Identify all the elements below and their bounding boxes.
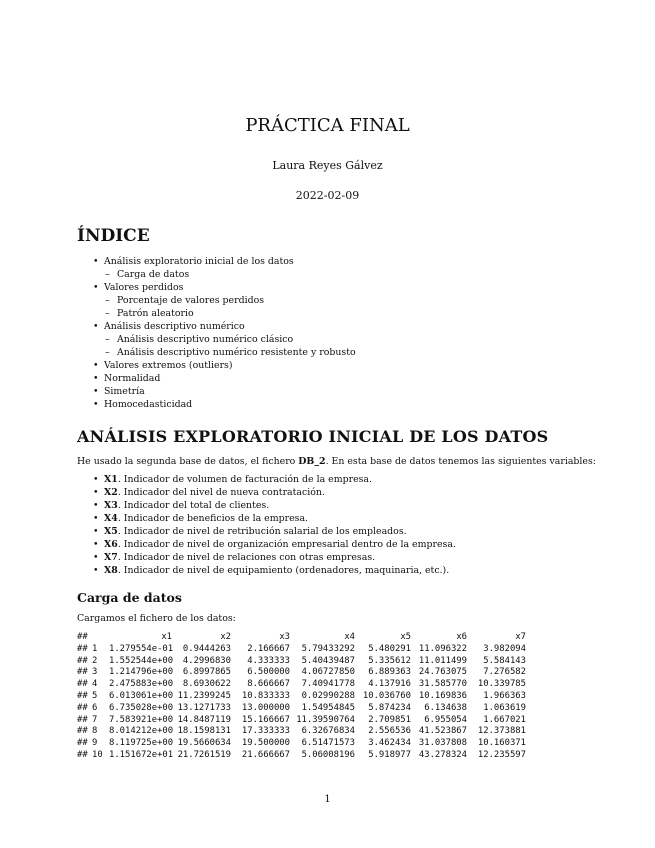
output-row-index: 1 <box>92 643 98 654</box>
variable-item <box>104 525 456 538</box>
output-cell: 0.9444263 <box>182 643 231 654</box>
output-cell: 3.462434 <box>368 738 411 749</box>
toc-item: • Simetría <box>104 385 356 398</box>
output-header-row <box>77 632 526 644</box>
output-cell: 11.096322 <box>418 643 467 654</box>
output-row-index: 9 <box>92 738 98 749</box>
output-cell: 5.79433292 <box>301 643 355 654</box>
output-cell: 4.137916 <box>368 679 411 690</box>
output-cell: 8.119725e+00 <box>109 738 174 749</box>
output-cell: 10.833333 <box>241 690 290 701</box>
variable-description: . Indicador de nivel de organización empresarial dentro de la empresa. <box>117 539 456 550</box>
output-cell: 6.013061e+00 <box>109 690 174 701</box>
toc-item: • Análisis exploratorio inicial de los datos <box>104 255 356 268</box>
output-cell: 5.480291 <box>368 643 411 654</box>
variable-description: . Indicador de nivel de equipamiento (ordenadores, maquinaria, etc.). <box>117 565 450 576</box>
output-row <box>77 726 526 738</box>
exploratory-intro <box>77 456 596 467</box>
toc-item: • Normalidad <box>104 372 356 385</box>
output-cell: 19.500000 <box>241 738 290 749</box>
output-cell: 0.02990288 <box>301 690 355 701</box>
output-prefix: ## <box>77 632 88 642</box>
variable-item <box>104 564 456 577</box>
toc-item: • Análisis descriptivo numérico <box>104 320 356 333</box>
output-row <box>77 667 526 679</box>
output-column-header: x5 <box>400 632 411 642</box>
output-cell: 5.40439487 <box>301 655 355 666</box>
output-row <box>77 656 526 668</box>
output-row-index: 2 <box>92 655 98 666</box>
output-cell: 17.333333 <box>241 726 290 737</box>
variable-code: X5 <box>104 526 118 537</box>
variable-item <box>104 473 456 486</box>
output-cell: 2.556536 <box>368 726 411 737</box>
output-cell: 41.523867 <box>418 726 467 737</box>
intro-text-after: . En esta base de datos tenemos las siguientes variables: <box>325 456 596 467</box>
output-prefix: ## <box>77 714 88 725</box>
output-cell: 31.037808 <box>418 738 467 749</box>
toc-item: • Valores perdidos <box>104 281 356 294</box>
output-cell: 6.134638 <box>424 702 467 713</box>
output-cell: 7.276582 <box>483 667 526 678</box>
variable-code: X4 <box>104 513 118 524</box>
toc-item: • Homocedasticidad <box>104 398 356 411</box>
output-prefix: ## <box>77 749 88 760</box>
output-cell: 2.709851 <box>368 714 411 725</box>
output-cell: 19.5660634 <box>177 738 231 749</box>
output-cell: 4.333333 <box>247 655 290 666</box>
output-cell: 6.889363 <box>368 667 411 678</box>
output-cell: 1.667021 <box>483 714 526 725</box>
output-prefix: ## <box>77 667 88 678</box>
output-cell: 5.918977 <box>368 749 411 760</box>
variable-code: X3 <box>104 500 118 511</box>
output-prefix: ## <box>77 726 88 737</box>
variable-code: X8 <box>104 565 118 576</box>
output-column-header: x6 <box>456 632 467 642</box>
variable-description: . Indicador de beneficios de la empresa. <box>117 513 309 524</box>
variable-code: X2 <box>104 487 118 498</box>
output-cell: 5.335612 <box>368 655 411 666</box>
output-cell: 11.011499 <box>418 655 467 666</box>
toc-subitem: – Análisis descriptivo numérico clásico <box>104 333 356 346</box>
output-cell: 43.278324 <box>418 749 467 760</box>
output-prefix: ## <box>77 679 88 690</box>
output-cell: 1.552544e+00 <box>109 655 174 666</box>
document-author: Laura Reyes Gálvez <box>272 159 383 172</box>
output-row <box>77 644 526 656</box>
output-cell: 3.982094 <box>483 643 526 654</box>
output-cell: 6.500000 <box>247 667 290 678</box>
variable-code: X7 <box>104 552 118 563</box>
table-of-contents <box>104 255 356 411</box>
output-cell: 10.169836 <box>418 690 467 701</box>
data-output-block <box>77 632 526 762</box>
intro-text-before: He usado la segunda base de datos, el fichero <box>77 456 299 467</box>
output-cell: 1.54954845 <box>301 702 355 713</box>
output-prefix: ## <box>77 690 88 701</box>
document-date: 2022-02-09 <box>295 189 360 202</box>
output-cell: 13.000000 <box>241 702 290 713</box>
variable-description: . Indicador de nivel de retribución salarial de los empleados. <box>117 526 407 537</box>
variable-description: . Indicador de nivel de relaciones con otras empresas. <box>117 552 376 563</box>
output-cell: 12.373881 <box>477 726 526 737</box>
output-cell: 5.06008196 <box>301 749 355 760</box>
output-cell: 1.151672e+01 <box>109 749 174 760</box>
output-prefix: ## <box>77 643 88 654</box>
output-cell: 12.235597 <box>477 749 526 760</box>
output-row-index: 6 <box>92 702 98 713</box>
output-row-index: 7 <box>92 714 98 725</box>
output-row <box>77 703 526 715</box>
output-column-header: x7 <box>515 632 526 642</box>
output-cell: 6.51471573 <box>301 738 355 749</box>
output-row <box>77 750 526 762</box>
toc-item: • Valores extremos (outliers) <box>104 359 356 372</box>
output-column-header: x1 <box>161 632 172 642</box>
output-row <box>77 738 526 750</box>
variable-description: . Indicador del total de clientes. <box>117 500 270 511</box>
variable-description: . Indicador del nivel de nueva contratación. <box>117 487 325 498</box>
index-heading: ÍNDICE <box>77 226 150 246</box>
output-row-index: 8 <box>92 726 98 737</box>
output-cell: 5.874234 <box>368 702 411 713</box>
output-cell: 14.8487119 <box>177 714 231 725</box>
output-cell: 5.584143 <box>483 655 526 666</box>
variable-item <box>104 538 456 551</box>
carga-heading: Carga de datos <box>77 590 182 605</box>
output-cell: 6.8997865 <box>182 667 231 678</box>
output-cell: 1.063619 <box>483 702 526 713</box>
toc-subitem: – Análisis descriptivo numérico resistente y robusto <box>104 346 356 359</box>
variable-item <box>104 499 456 512</box>
output-cell: 2.475883e+00 <box>109 679 174 690</box>
output-index-spacer <box>92 632 109 644</box>
output-cell: 11.39590764 <box>296 714 355 725</box>
output-row-index: 4 <box>92 679 98 690</box>
output-column-header: x4 <box>344 632 355 642</box>
toc-subitem: – Porcentaje de valores perdidos <box>104 294 356 307</box>
output-column-header: x3 <box>279 632 290 642</box>
output-cell: 8.014212e+00 <box>109 726 174 737</box>
output-cell: 13.1271733 <box>177 702 231 713</box>
document-title: PRÁCTICA FINAL <box>245 115 410 136</box>
output-row <box>77 715 526 727</box>
toc-subitem: – Patrón aleatorio <box>104 307 356 320</box>
output-cell: 7.583921e+00 <box>109 714 174 725</box>
output-cell: 10.339785 <box>477 679 526 690</box>
output-cell: 1.279554e-01 <box>109 643 174 654</box>
output-cell: 21.666667 <box>241 749 290 760</box>
output-cell: 4.06727850 <box>301 667 355 678</box>
toc-subitem: – Carga de datos <box>104 268 356 281</box>
output-row <box>77 679 526 691</box>
carga-text: Cargamos el fichero de los datos: <box>77 613 236 624</box>
page-number: 1 <box>324 794 331 805</box>
output-cell: 4.2996830 <box>182 655 231 666</box>
output-cell: 31.585770 <box>418 679 467 690</box>
variable-code: X1 <box>104 474 118 485</box>
variable-item <box>104 486 456 499</box>
output-cell: 1.214796e+00 <box>109 667 174 678</box>
variable-item <box>104 551 456 564</box>
output-cell: 8.6930622 <box>182 679 231 690</box>
output-row <box>77 691 526 703</box>
output-prefix: ## <box>77 655 88 666</box>
variable-description: . Indicador de volumen de facturación de la empresa. <box>117 474 372 485</box>
variable-code: X6 <box>104 539 118 550</box>
output-cell: 24.763075 <box>418 667 467 678</box>
output-prefix: ## <box>77 702 88 713</box>
output-row-index: 10 <box>92 749 103 760</box>
output-row-index: 3 <box>92 667 98 678</box>
output-cell: 15.166667 <box>241 714 290 725</box>
output-row-index: 5 <box>92 690 98 701</box>
intro-file-name: DB_2 <box>298 456 326 467</box>
output-cell: 8.666667 <box>247 679 290 690</box>
variable-item <box>104 512 456 525</box>
output-column-header: x2 <box>220 632 231 642</box>
variable-list <box>104 473 456 577</box>
output-cell: 11.2399245 <box>177 690 231 701</box>
output-cell: 2.166667 <box>247 643 290 654</box>
output-cell: 10.160371 <box>477 738 526 749</box>
output-prefix: ## <box>77 738 88 749</box>
exploratory-heading: ANÁLISIS EXPLORATORIO INICIAL DE LOS DATOS <box>77 427 549 446</box>
output-cell: 1.966363 <box>483 690 526 701</box>
output-cell: 18.1598131 <box>177 726 231 737</box>
output-cell: 21.7261519 <box>177 749 231 760</box>
output-cell: 6.32676834 <box>301 726 355 737</box>
output-cell: 6.955054 <box>424 714 467 725</box>
output-cell: 7.40941778 <box>301 679 355 690</box>
output-cell: 6.735028e+00 <box>109 702 174 713</box>
output-cell: 10.036760 <box>362 690 411 701</box>
